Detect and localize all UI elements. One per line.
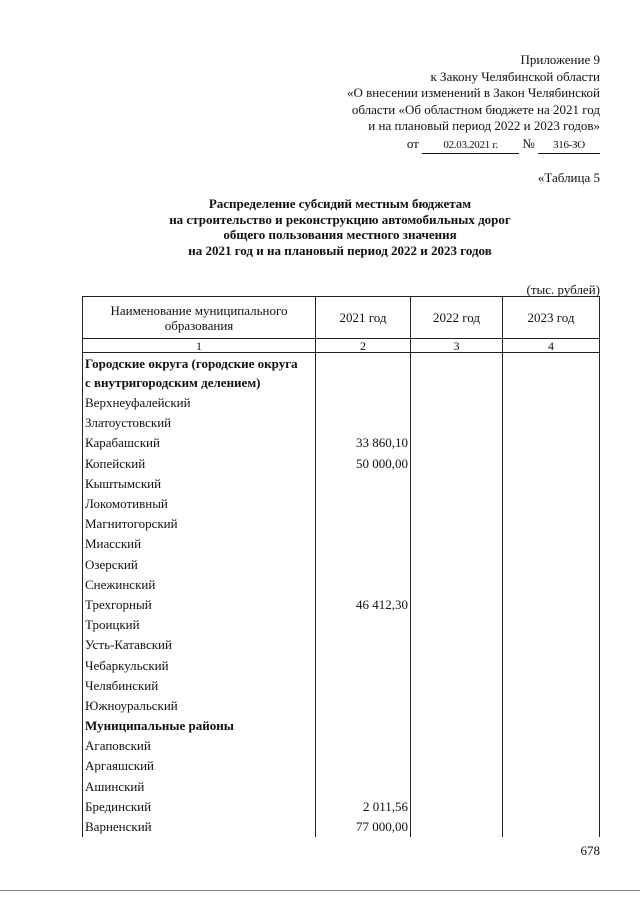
title-line: Распределение субсидий местным бюджетам [208,196,472,211]
table-row [83,433,600,453]
header-name: Наименование муниципального образования [83,297,316,339]
value-2023 [503,413,600,433]
value-2023 [503,655,600,675]
units-note: (тыс. рублей) [526,282,600,297]
value-2021 [316,494,411,514]
municipality-name: Трехгорный [83,595,316,615]
value-2023 [503,393,600,413]
municipality-name: Верхнеуфалейский [83,393,316,413]
value-2023 [503,797,600,817]
table-row [83,454,600,474]
bottom-divider [0,890,640,891]
subsidy-table [82,296,600,837]
table-row [83,736,600,756]
value-2023 [503,433,600,453]
appendix-header [300,52,600,154]
table-row [83,655,600,675]
municipality-name: Копейский [83,454,316,474]
value-2021: 33 860,10 [316,433,411,453]
value-2023 [503,615,600,635]
municipality-name: Челябинский [83,676,316,696]
municipality-name: Кыштымский [83,474,316,494]
law-number: 316-ЗО [538,137,600,155]
value-2023 [503,474,600,494]
value-2023 [503,696,600,716]
value-2023 [503,635,600,655]
appendix-title: Приложение 9 [520,52,600,67]
value-2021 [316,736,411,756]
table-row [83,635,600,655]
title-line: общего пользования местного значения [223,227,457,242]
value-2021 [316,615,411,635]
value-2021: 46 412,30 [316,595,411,615]
municipality-name: Магнитогорский [83,514,316,534]
municipality-name: Озерский [83,555,316,575]
table-row [83,534,600,554]
value-2021 [316,676,411,696]
value-2023 [503,736,600,756]
value-2023 [503,494,600,514]
table-row [83,514,600,534]
table-row [83,474,600,494]
law-date: 02.03.2021 г. [422,137,519,155]
value-2021 [316,413,411,433]
page-number: 678 [580,843,600,858]
value-2022 [411,474,503,494]
value-2023 [503,817,600,837]
table-row [83,393,600,413]
value-2021: 50 000,00 [316,454,411,474]
table-row [83,817,600,837]
group-title [83,353,316,394]
municipality-name: Ашинский [83,777,316,797]
column-number-row [83,339,600,353]
column-number: 2 [316,339,411,353]
title-line: на строительство и реконструкцию автомобильных дорог [169,211,511,227]
municipality-name: Чебаркульский [83,655,316,675]
value-2022 [411,575,503,595]
group-title-line: с внутригородским делением) [85,375,261,390]
table-row [83,777,600,797]
value-2022 [411,534,503,554]
value-2022 [411,595,503,615]
value-2021 [316,756,411,776]
value-2023 [503,454,600,474]
value-2022 [411,514,503,534]
value-2021 [316,696,411,716]
table-header-row [83,297,600,339]
value-2022 [411,797,503,817]
value-2021 [316,534,411,554]
group2-rows [83,736,600,837]
municipality-name: Миасский [83,534,316,554]
document-title [80,196,600,258]
value-2021: 2 011,56 [316,797,411,817]
table-row [83,615,600,635]
column-number: 4 [503,339,600,353]
header-2021: 2021 год [316,297,411,339]
municipality-name: Усть-Катавский [83,635,316,655]
value-2022 [411,555,503,575]
table-row [83,676,600,696]
value-2022 [411,756,503,776]
value-2022 [411,736,503,756]
municipality-name: Варненский [83,817,316,837]
value-2021 [316,474,411,494]
municipality-name: Аргаяшский [83,756,316,776]
value-2022 [411,635,503,655]
value-2021 [316,777,411,797]
municipality-name: Локомотивный [83,494,316,514]
value-2023 [503,555,600,575]
value-2021 [316,655,411,675]
value-2021 [316,575,411,595]
municipality-name: Брединский [83,797,316,817]
group-title: Муниципальные районы [83,716,316,736]
value-2023 [503,534,600,554]
value-2021 [316,393,411,413]
value-2023 [503,514,600,534]
value-2023 [503,575,600,595]
group-row-city-districts [83,353,600,394]
value-2023 [503,777,600,797]
column-number: 1 [83,339,316,353]
value-2021 [316,635,411,655]
table-row [83,756,600,776]
header-2023: 2023 год [503,297,600,339]
table-row [83,494,600,514]
value-2022 [411,777,503,797]
group1-rows [83,393,600,716]
appendix-law-title-1: «О внесении изменений в Закон Челябинской [346,85,600,100]
value-2022 [411,413,503,433]
value-2023 [503,676,600,696]
appendix-law-ref: к Закону Челябинской области [430,68,600,84]
municipality-name: Златоустовский [83,413,316,433]
value-2022 [411,817,503,837]
number-label: № [522,135,535,151]
table-row [83,413,600,433]
table-row [83,555,600,575]
group-row-municipal-districts [83,716,600,736]
municipality-name: Южноуральский [83,696,316,716]
table-row [83,797,600,817]
value-2022 [411,433,503,453]
table-label: «Таблица 5 [537,170,600,185]
column-number: 3 [411,339,503,353]
law-date-number [300,136,600,155]
value-2022 [411,494,503,514]
value-2021 [316,555,411,575]
from-label: от [406,135,419,151]
value-2022 [411,393,503,413]
value-2022 [411,615,503,635]
value-2023 [503,756,600,776]
municipality-name: Агаповский [83,736,316,756]
value-2023 [503,595,600,615]
table-row [83,696,600,716]
municipality-name: Карабашский [83,433,316,453]
value-2022 [411,454,503,474]
municipality-name: Троицкий [83,615,316,635]
value-2022 [411,655,503,675]
municipality-name: Снежинский [83,575,316,595]
appendix-law-title-3: и на плановый период 2022 и 2023 годов» [368,118,600,133]
table-row [83,575,600,595]
title-line: на 2021 год и на плановый период 2022 и 2023 годов [188,242,492,258]
header-2022: 2022 год [411,297,503,339]
value-2022 [411,696,503,716]
value-2021 [316,514,411,534]
group-title-line: Городские округа (городские округа [85,356,298,371]
value-2021: 77 000,00 [316,817,411,837]
appendix-law-title-2: области «Об областном бюджете на 2021 год [351,101,600,117]
value-2022 [411,676,503,696]
table-row [83,595,600,615]
